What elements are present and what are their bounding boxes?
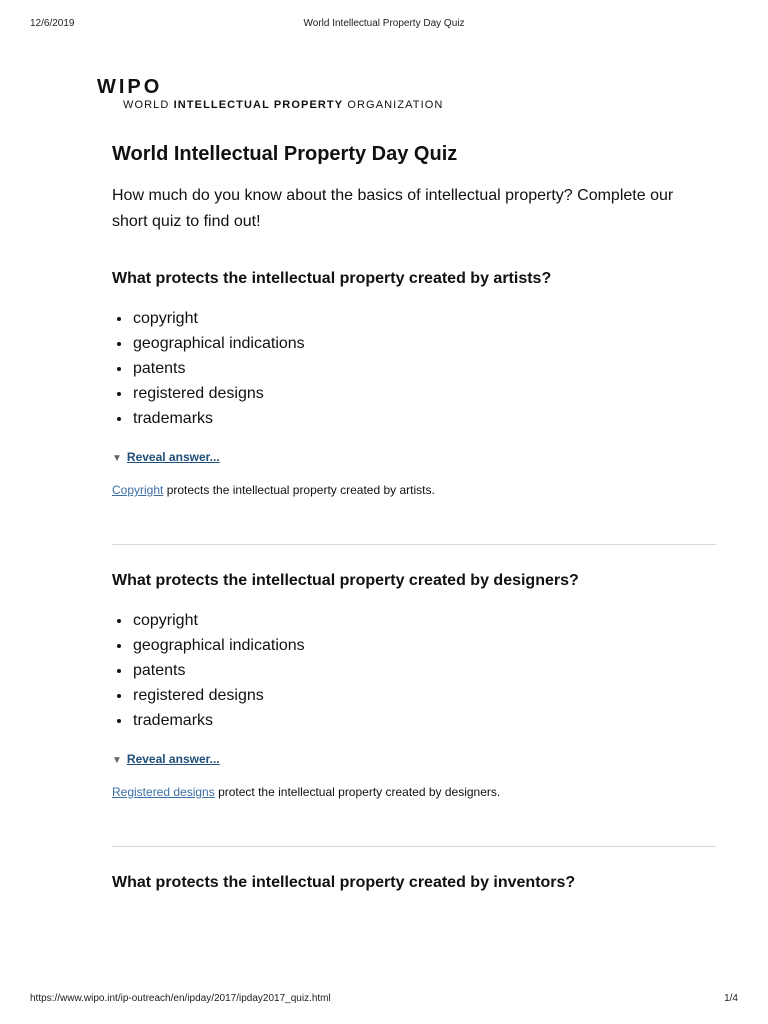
question-text: What protects the intellectual property created by inventors? <box>112 874 576 891</box>
logo-sub-world: WORLD <box>123 99 174 111</box>
print-url: https://www.wipo.int/ip-outreach/en/ipday/2017/ipday2017_quiz.html <box>30 993 331 1004</box>
option-item: • geographical indications <box>132 331 716 356</box>
answer-text <box>112 482 716 498</box>
answer-link-registered-designs[interactable]: Registered designs <box>112 785 215 799</box>
answer-options <box>112 608 716 733</box>
option-item: • patents <box>132 658 716 683</box>
question-text: What protects the intellectual property created by designers? <box>112 572 579 589</box>
page-title: World Intellectual Property Day Quiz <box>112 143 458 165</box>
reveal-answer-link[interactable]: Reveal answer... <box>126 450 220 464</box>
quiz-question-2 <box>112 570 716 800</box>
section-divider <box>112 846 716 847</box>
answer-options <box>112 306 716 431</box>
question-text: What protects the intellectual property created by artists? <box>112 270 552 287</box>
triangle-down-icon: ▼ <box>112 755 122 766</box>
option-item: • registered designs <box>132 381 716 406</box>
quiz-question-3 <box>112 872 716 894</box>
reveal-answer-link[interactable]: Reveal answer... <box>126 752 220 766</box>
wipo-logo[interactable] <box>97 76 443 112</box>
print-page-number: 1/4 <box>724 993 738 1004</box>
logo-sub-org: ORGANIZATION <box>343 99 444 111</box>
wipo-logo-word: WIPO <box>97 76 163 98</box>
reveal-answer-toggle[interactable] <box>112 751 716 769</box>
option-item: • patents <box>132 356 716 381</box>
triangle-down-icon: ▼ <box>112 453 122 464</box>
option-item: • trademarks <box>132 406 716 431</box>
answer-link-copyright[interactable]: Copyright <box>112 483 164 497</box>
option-item: • copyright <box>132 306 716 331</box>
answer-rest: protects the intellectual property created by artists. <box>163 483 435 497</box>
intro-text: How much do you know about the basics of intellectual property? Complete our short quiz to find out! <box>112 187 674 230</box>
option-item: • trademarks <box>132 708 716 733</box>
main-content <box>112 140 716 894</box>
quiz-question-1 <box>112 268 716 498</box>
print-document-title: World Intellectual Property Day Quiz <box>303 18 465 29</box>
print-header <box>30 18 738 32</box>
logo-sub-ip: INTELLECTUAL PROPERTY <box>173 99 344 111</box>
print-footer <box>30 993 738 1007</box>
section-divider <box>112 544 716 545</box>
option-item: • geographical indications <box>132 633 716 658</box>
option-item: • copyright <box>132 608 716 633</box>
print-date: 12/6/2019 <box>30 18 75 29</box>
wipo-logo-subtitle <box>123 98 443 112</box>
answer-rest: protect the intellectual property created by designers. <box>214 785 501 799</box>
option-item: • registered designs <box>132 683 716 708</box>
answer-text <box>112 784 716 800</box>
reveal-answer-toggle[interactable] <box>112 449 716 467</box>
